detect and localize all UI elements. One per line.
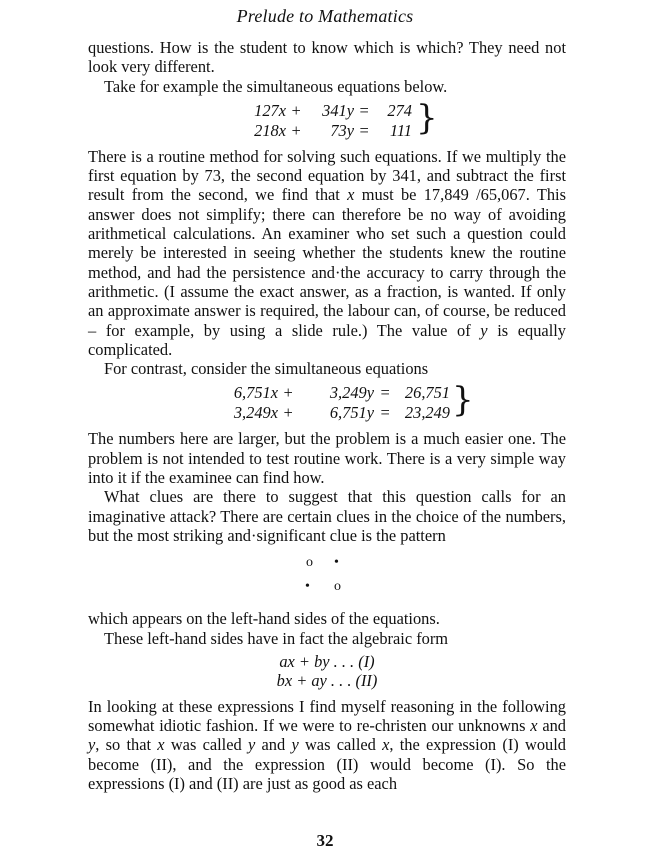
algebraic-line-2: bx + ay . . . (II) [276, 671, 378, 691]
p9-text-b: , so that [95, 735, 158, 755]
paragraph-2: Take for example the simultaneous equations below. [104, 76, 448, 96]
page-body [88, 38, 566, 793]
eq1-r1-term1: 127x [254, 100, 286, 120]
eq1-r2-op: + [290, 120, 302, 140]
p9-var-y2: y [247, 735, 256, 755]
p3-var-x: x [347, 185, 355, 205]
p9-and: and [537, 716, 566, 736]
filled-dot-icon: • [334, 555, 339, 571]
p9-var-y1: y [88, 735, 96, 755]
paragraph-5: The numbers here are larger, but the problem is a much easier one. The problem is not intended to test routine work. There is a very simple way into it if the examinee can find how. [88, 429, 566, 488]
eq2-r2-rhs: 23,249 [404, 403, 450, 423]
paragraph-7: which appears on the left-hand sides of the equations. [88, 609, 440, 629]
algebraic-line-1: ax + by . . . (I) [279, 651, 375, 671]
p9-var-x2: x [157, 735, 165, 755]
eq2-r1-eq: = [379, 383, 391, 403]
equation-system-1 [88, 97, 566, 141]
p3-text-a: There is a routine method for solving such equations. If we multiply the first equation by 73, the second equation by 341, and subtract the first result from the second, we find that [88, 146, 566, 205]
p9-var-x1: x [530, 716, 538, 736]
eq1-r2-term1: 218x [254, 120, 286, 140]
p9-text-e: was called [298, 735, 383, 755]
paragraph-9 [88, 697, 566, 793]
eq2-r1-term1: 6,751x [233, 383, 278, 403]
p9-text-d: and [255, 735, 292, 755]
eq2-r2-op: + [282, 403, 294, 423]
p3-text-c: is equally complicated. [88, 320, 566, 359]
filled-dot-icon: • [305, 579, 310, 595]
eq1-r1-rhs: 274 [387, 100, 412, 120]
paragraph-3 [88, 147, 566, 359]
pattern-figure [88, 549, 566, 607]
paragraph-6: What clues are there to suggest that this question calls for an imaginative attack? There are certain clues in the choice of the numbers, but the most striking and·significant clue is the pattern [88, 487, 566, 545]
eq2-r2-eq: = [379, 403, 391, 423]
equation-grid-2 [204, 383, 450, 422]
equation-system-2 [88, 380, 566, 423]
eq2-r2-term2: 6,751y [329, 403, 374, 423]
right-brace-icon: } [416, 97, 438, 138]
paragraph-4: For contrast, consider the simultaneous equations [104, 359, 429, 379]
page-number: 32 [316, 831, 334, 850]
eq2-r1-rhs: 26,751 [404, 383, 450, 403]
running-header: Prelude to Mathematics [236, 6, 414, 26]
paragraph-1: questions. How is the student to know which is which? They need not look very different. [88, 38, 566, 77]
paragraph-8: These left-hand sides have in fact the algebraic form [104, 628, 449, 648]
eq1-r1-eq: = [358, 100, 370, 120]
eq1-r2-term2: 73y [330, 120, 354, 140]
eq2-r1-term2: 3,249y [329, 383, 374, 403]
eq1-r1-term2: 341y [322, 100, 354, 120]
p9-text-c: was called [164, 735, 248, 755]
p9-text-f: , the expression (I) would become (II), and the expression (II) would become (I). So the expressions (I) and (II) are just as good as each [88, 735, 566, 794]
p3-text-b: must be 17,849 /65,067. This answer does not simplify; there can therefore be no way of avoiding arithmetical calculations. An examiner who set such a question could merely be interested in seeing whether the students knew the routine method, and had the persistence and·the accuracy to carry through the arithmetic. (I assume the exact answer, as a fraction, is wanted. If only an approximate answer is required, the labour can, of course, be reduced – for example, by using a slide rule.) The value of [88, 185, 566, 340]
eq1-r2-rhs: 111 [389, 120, 412, 140]
eq2-r1-op: + [282, 383, 294, 403]
p9-text-a: In looking at these expressions I find myself reasoning in the following somewhat idiotic fashion. If we were to re-christen our unknowns [88, 696, 566, 736]
algebraic-form [88, 652, 566, 691]
eq1-r1-op: + [290, 100, 302, 120]
open-circle-icon: o [334, 579, 341, 595]
p9-var-x3: x [382, 735, 390, 755]
right-brace-icon: } [452, 380, 474, 421]
p9-var-y3: y [291, 735, 299, 755]
p3-var-y: y [480, 320, 488, 340]
equation-grid-1 [238, 101, 412, 140]
eq1-r2-eq: = [358, 120, 370, 140]
eq2-r2-term1: 3,249x [233, 403, 278, 423]
open-circle-icon: o [306, 555, 313, 571]
